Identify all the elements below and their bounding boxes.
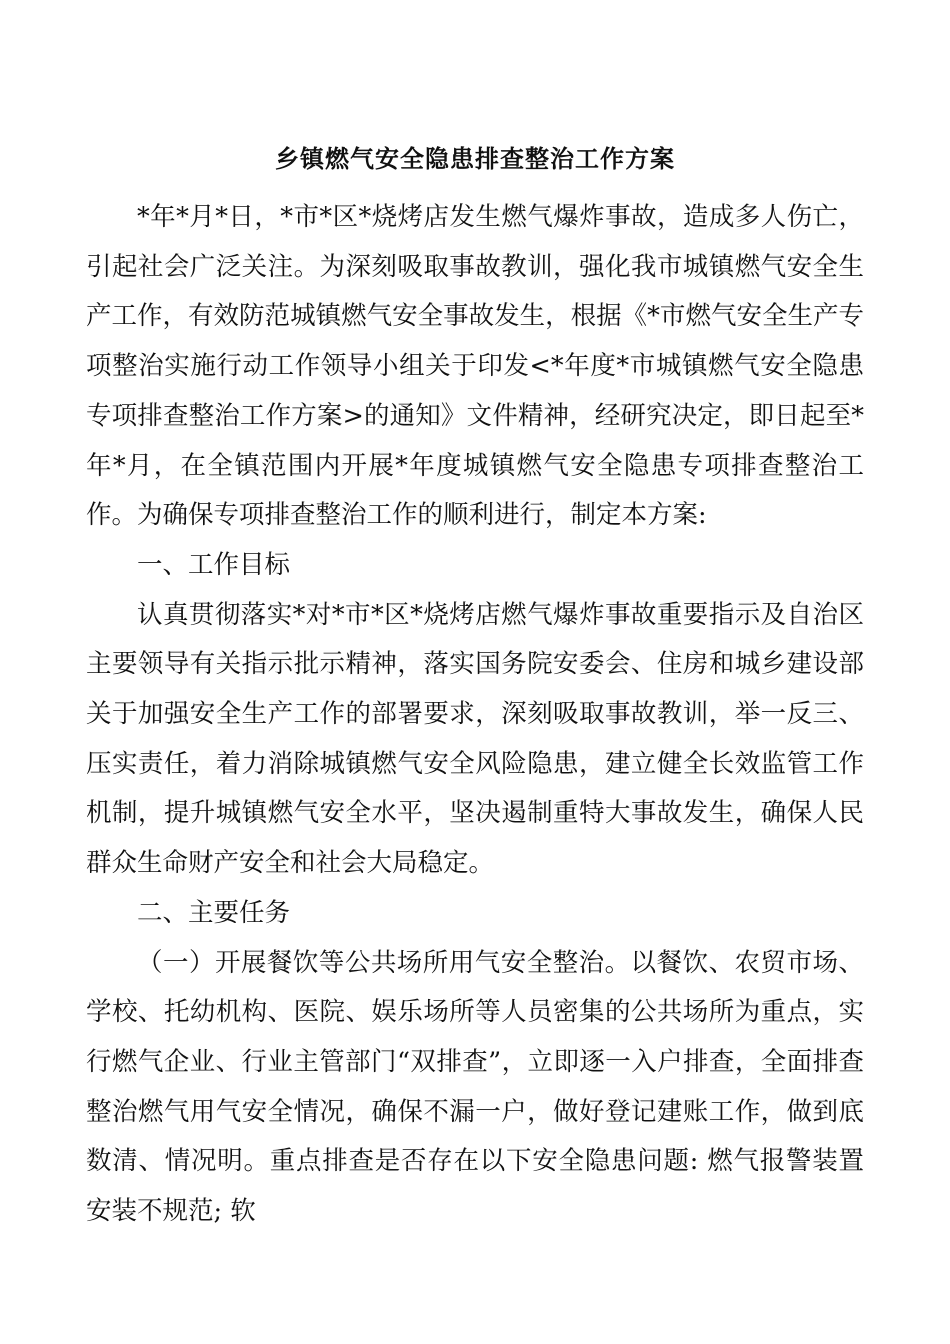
document-body [86,193,864,1237]
section-heading-goals: 一、工作目标 [137,549,291,580]
document-title: 乡镇燃气安全隐患排查整治工作方案 [275,145,675,173]
intro-paragraph: *年*月*日，*市*区*烧烤店发生燃气爆炸事故，造成多人伤亡，引起社会广泛关注。为深刻吸取事故教训，强化我市城镇燃气安全生产工作，有效防范城镇燃气安全事故发生，根据《*市燃气安全生产专项整治实施行动工作领导小组关于印发<*年度*市城镇燃气安全隐患专项排查整治工作方案>的通知》文件精神，经研究决定，即日起至*年*月，在全镇范围内开展*年度城镇燃气安全隐患专项排查整治工作。为确保专项排查整治工作的顺利进行，制定本方案: [86,202,864,531]
goals-paragraph: 认真贯彻落实*对*市*区*烧烤店燃气爆炸事故重要指示及自治区主要领导有关指示批示精神，落实国务院安委会、住房和城乡建设部关于加强安全生产工作的部署要求，深刻吸取事故教训，举一反三、压实责任，着力消除城镇燃气安全风险隐患，建立健全长效监管工作机制，提升城镇燃气安全水平，坚决遏制重特大事故发生，确保人民群众生命财产安全和社会大局稳定。 [86,599,864,879]
tasks-paragraph: （一）开展餐饮等公共场所用气安全整治。以餐饮、农贸市场、学校、托幼机构、医院、娱乐场所等人员密集的公共场所为重点，实行燃气企业、行业主管部门“双排查”，立即逐一入户排查，全面排查整治燃气用气安全情况，确保不漏一户，做好登记建账工作，做到底数清、情况明。重点排查是否存在以下安全隐患问题: 燃气报警装置安装不规范; 软 [86,947,864,1227]
section-heading-tasks: 二、主要任务 [137,897,291,928]
